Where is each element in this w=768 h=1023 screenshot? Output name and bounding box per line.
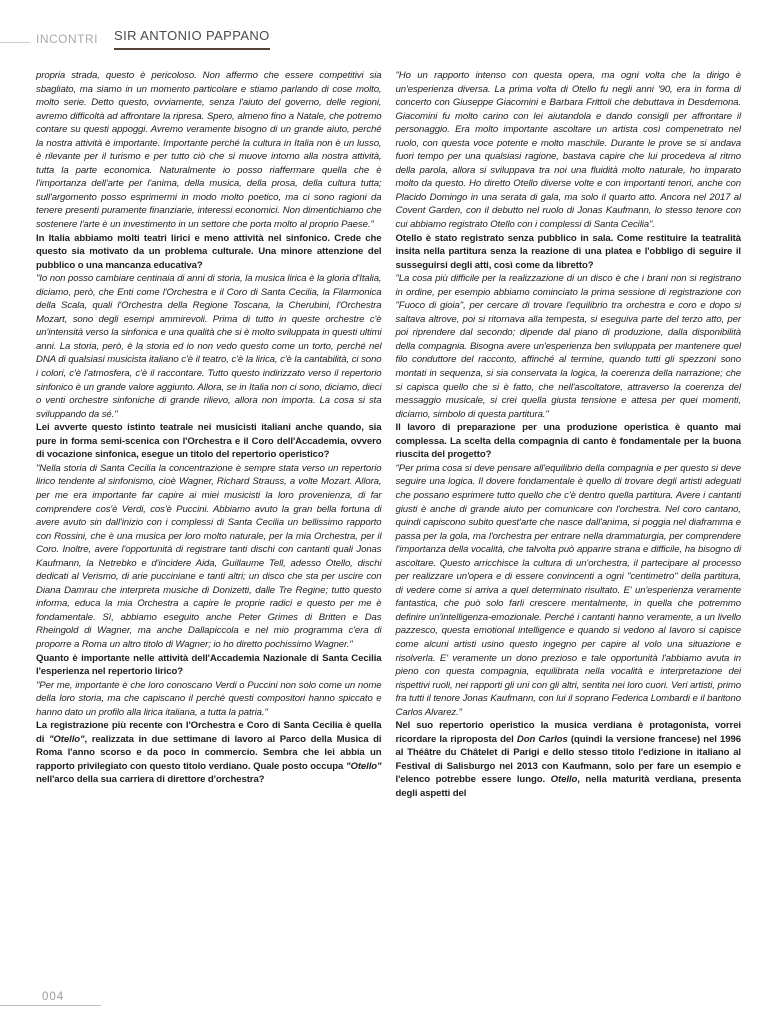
text-run: La registrazione più recente con l'Orchestra e Coro di Santa Cecilia è quella di: [36, 720, 382, 745]
text-run: , realizzata in due settimane di lavoro al Parco della Musica di Roma l'anno scorso e da poco in commercio. Sembra che lei abbia un rapporto privilegiato con questo titolo verdiano. Quale posto occupa: [36, 733, 382, 772]
page-number: 004: [42, 991, 65, 1003]
text-run: Il lavoro di preparazione per una produzione operistica è quanto mai complessa. La scelta della compagnia di canto è fondamentale per la buona riuscita del progetto?: [395, 422, 741, 461]
interview-answer: [396, 69, 742, 232]
text-run: In Italia abbiamo molti teatri lirici e meno attività nel sinfonico. Crede che questo sia motivato da un problema culturale. Una minore attenzione del pubblico o una mancanza educativa?: [36, 232, 382, 271]
interview-answer: [36, 69, 382, 232]
interview-answer: [36, 462, 382, 652]
text-run: "Per prima cosa si deve pensare all'equilibrio della compagnia e per questo si deve seguire una logica. Il dovere fondamentale è quello di trovare degli artisti adeguati che possano esprimere tutto quello che c'è dentro quella partitura. Avere i cantanti giusti è anche di grande aiuto per comunicare con l'orchestra. Nel coro cantano, quindi capiscono subito quest'arte che nasce dall'anima, si poggia nel diaframma e passa per la gola, ma l'orchestra per entrare nella drammaturgia, per comprendere l'importanza della vocalità, che talvolta può apparire strana e difficile, ha bisogno di ascoltare. Questo arricchisce la cultura di un'orchestra, il partecipare al processo per realizzare un'opera e di essere convincenti a ogni "centimetro" della partitura, di vedere come si arriva a quel determinato risultato. E' un'esperienza veramente fantastica, che può solo farli crescere mentalmente, in quella che potremmo definire un'intelligenza-emozionale. Perché i cantanti hanno veramente, a un livello pazzesco, questa emotional intelligence e quando si vedono al lavoro si capisce come alcuni artisti usino questo ingegno per capire al volo una situazione e risolverla. E' veramente un dono prezioso e tale opportunità l'abbiamo avuta in pieno con questa compagnia, equilibrata nella vocalità e interpretazione dei rispettivi ruoli, nei rapporti gli uni con gli altri, sentita nei loro cuori. Veri artisti, primo fra tutti il tenore Jonas Kaufmann, con lui il soprano Federica Lombardi e il baritono Carlos Alvarez.": [395, 462, 741, 718]
opera-title-emphasis: Don Carlos: [516, 733, 568, 745]
interview-question: [396, 232, 742, 273]
title-underline: [114, 27, 270, 50]
interview-question: [36, 652, 382, 679]
text-run: nell'arco della sua carriera di direttore d'orchestra?: [36, 774, 265, 786]
page-footer: [0, 991, 101, 1006]
text-run: Nel suo repertorio operistico la musica verdiana è protagonista, vorrei ricordare la riproposta del: [395, 720, 741, 745]
text-run: "La cosa più difficile per la realizzazione di un disco è che i brani non si registrano in ordine, per esempio abbiamo cominciato la prima sessione di registrazione con "Fuoco di gioia", per cercare di trovare l'equilibrio tra orchestra e coro e dopo si saltava altrove, poi si ritornava alla tempesta, si eseguiva parte del terzo atto, per poi riprendere dal secondo; dipende dal piano di produzione, dalla disponibilità della compagnia. Bisogna avere un'esperienza ben sviluppata per mantenere quel filo conduttore del racconto, affinché al termine, quando tutti gli spezzoni sono montati in sequenza, si sia conservata la logica, la coerenza della narrazione; che si capisca quello che si è fatto, che nell'ascoltatore, attraverso la coerenza del messaggio musicale, si crei quella giusta tensione e attesa per quei momenti, diciamo, simbolo di questa partitura.": [395, 273, 741, 420]
opera-title-emphasis: Otello: [550, 774, 578, 786]
text-run: Otello è stato registrato senza pubblico in sala. Come restituire la teatralità insita nella partitura senza la reazione di una platea e l'obbligo di seguire il susseguirsi degli atti, così come da libretto?: [395, 232, 741, 271]
interview-question: [36, 232, 382, 273]
text-run: "Per me, importante è che loro conoscano Verdi o Puccini non solo come un nome della loro storia, ma che capiscano il perché questi compositori hanno spiccato e hanno dato un profilo alla lirica italiana, a tutta la patria.": [36, 679, 382, 718]
text-run: "Nella storia di Santa Cecilia la concentrazione è sempre stata verso un repertorio lirico tendente al sinfonismo, cioè Wagner, Richard Strauss, a volte Mozart. Allora, per me era importante far capire ai miei musicisti la loro provenienza, di far comprendere cos'è Verdi, cos'è Puccini. Abbiamo avuto la gran bella fortuna di avere avuto sin dall'inizio con i complessi di Santa Cecilia un bellissimo rapporto con Rossini, che è una musica per loro molto naturale, per la mia Orchestra, per il Coro. Inoltre, avere l'opportunità di registrare tanti dischi con cantanti quali Jonas Kaufmann, la Netrebko e d'incidere Aida, Guillaume Tell, adesso Otello, dischi dedicati al Verismo, di arie pucciniane e tanti altri; un disco che sta per uscire con Diana Damrau che interpreta musiche di Donizetti, dalle Tre Regine; tutto questo informa, educa la mia Orchestra a capire le proprie radici e questo per me è fondamentale. Sì, abbiamo eseguito anche Peter Grimes di Britten e Das Rheingold di Wagner, ma anche Dallapiccola e nel mio programma c'era di proporre a Roma un altro titolo di Wagner; io ho diretto pochissimo Wagner.": [36, 462, 382, 650]
article-column-right: [396, 69, 742, 983]
interview-question: [36, 421, 382, 462]
header-edge-rule: [0, 42, 30, 43]
text-run: propria strada, questo è pericoloso. Non affermo che essere competitivi sia sbagliato, ma siamo in un momento particolare e stiamo parlando di cose molto, molto serie. Detto questo, ovviamente, senza l'aiuto del governo, delle regioni, avremo difficoltà ad affrontare la ripresa. Spero, almeno fino a Natale, che potremo contare su questi appoggi. Avremo veramente bisogno di un grande aiuto, perché la nostra attività è importante. Importante perché la cultura in Italia non è un lusso, è rilevante per il turismo e per tutto ciò che si muove intorno alla nostra attività, tutta la parte economica. Naturalmente io posso riaffermare quella che è l'importanza dell'arte per l'anima, della musica, della prosa, della cultura tutta; sull'argomento posso esprimermi in modo molto poetico, ma ci sono ragioni da tenere presenti puramente finanziarie, interessi economici. Non dimentichiamo che sostenere l'arte è un investimento in un settore che porta molto al proprio Paese.": [36, 70, 382, 231]
page-header: [36, 27, 270, 50]
section-label: INCONTRI: [36, 32, 98, 46]
text-run: "Io non posso cambiare centinaia di anni di storia, la musica lirica è la gloria d'Italia, diciamo, però, che Enti come l'Orchestra e il Coro di Santa Cecilia, la Filarmonica della Scala, quali l'Orchestra della Regione Toscana, la Cherubini, l'Orchestra Mozart, sono degli esempi ammirevoli. Prima di tutto in queste orchestre c'è un'intensità verso la sinfonica e una qualità che si è molto sviluppata in questi ultimi anni. La storia, però, è la storia ed io non vedo questo come un torto, perché nel DNA di qualsiasi musicista italiano c'è il teatro, c'è la lirica, c'è la cantabilità, ci sono i colori, c'è l'atmosfera, c'è il raccontare. Tutto questo indirizzato verso il repertorio sinfonico è un grande valore aggiunto. Allora, se in Italia non ci sono, diciamo, dieci o venti orchestre sinfoniche di grande rilievo, allora non importa. La cosa si sta sviluppando da sé.": [36, 273, 382, 420]
article-column-left: [36, 69, 382, 983]
text-run: Lei avverte questo istinto teatrale nei musicisti italiani anche quando, sia pure in forma semi-scenica con l'Orchestra e il Coro dell'Accademia, ovvero di vocazione sinfonica, esegue un titolo del repertorio operistico?: [36, 422, 382, 461]
opera-title-emphasis: "Otello": [346, 760, 382, 772]
text-run: (quindi la versione francese) nel 1996 al Théâtre du Châtelet di Parigi e dello stesso titolo l'edizione in italiano al Festival di Salisburgo nel 2013 con Kaufmann, solo per fare un esempio e l'elenco potrebbe essere lungo.: [395, 733, 741, 786]
interview-question: [36, 719, 382, 787]
text-run: "Ho un rapporto intenso con questa opera, ma ogni volta che la dirigo è un'esperienza diversa. La prima volta di Otello fu negli anni '90, era in forma di concerto con Giuseppe Giacomini e Barbara Frittoli che debuttava in Desdemona. Giacomini fu molto carino con lei aiutandola e dando consigli per affrontare il personaggio. Era molto importante ascoltare un artista così compenetrato nel ruolo, con questa voce potente e molto maschile. Durante le prove se si andava fuori tempo per una qualsiasi ragione, bastava capire che lui procedeva al ritmo della parola, allora si sviluppava tra noi una fluidità molto naturale, ho imparato molto da questo. Ho diretto Otello diverse volte e con importanti tenori, anche con Placido Domingo in una serata di gala, ma solo il quarto atto. Ancora nel 2017 al Covent Garden, con il debutto nel ruolo di Jonas Kaufmann, lo stesso tenore con cui abbiamo registrato Otello con i complessi di Santa Cecilia".: [395, 70, 741, 231]
article-body: [36, 69, 741, 983]
opera-title-emphasis: "Otello": [48, 733, 85, 745]
page-title: SIR ANTONIO PAPPANO: [114, 28, 270, 43]
interview-question: [396, 719, 742, 800]
interview-answer: [36, 272, 382, 421]
text-run: , nella maturità verdiana, presenta degli aspetti del: [395, 774, 741, 799]
text-run: Quanto è importante nelle attività dell'Accademia Nazionale di Santa Cecilia l'esperienza nel repertorio lirico?: [36, 652, 382, 678]
interview-answer: [396, 272, 742, 421]
interview-answer: [396, 462, 742, 719]
interview-answer: [36, 679, 382, 720]
interview-question: [396, 421, 742, 462]
